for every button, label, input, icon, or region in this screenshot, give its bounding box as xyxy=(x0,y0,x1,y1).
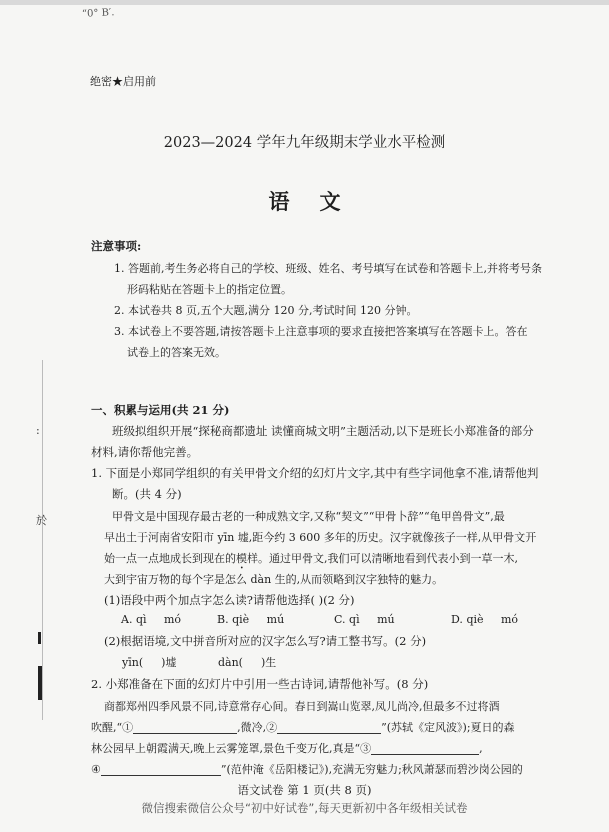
poem-line: 林公园早上朝霞满天,晚上云雾笼罩,景色千变万化,真是“③ , xyxy=(91,742,483,755)
exam-title: 2023—2024 学年九年级期末学业水平检测 xyxy=(163,135,446,151)
notice-item-3-cont: 试卷上的答案无效。 xyxy=(127,346,226,359)
option-a: A. qì mó xyxy=(121,613,182,626)
section-intro-cont: 材料,请你帮他完善。 xyxy=(91,445,199,459)
passage-line: 大到宇宙万物的每个字是怎么 dàn 生的,从而领略到汉字独特的魅力。 xyxy=(104,573,444,586)
answer-blank-3 xyxy=(371,744,479,755)
margin-char: 於 xyxy=(36,514,47,527)
page-footer: 语文试卷 第 1 页(共 8 页) xyxy=(237,783,372,797)
notice-item-1-cont: 形码粘贴在答题卡上的指定位置。 xyxy=(127,283,292,296)
answer-blank-4 xyxy=(101,765,221,776)
dotted-char: 模 xyxy=(236,552,247,565)
fill-blank-yin: yīn( )墟 xyxy=(122,656,177,669)
poem-line: 商都郑州四季风景不同,诗意常存心间。春日到嵩山览翠,凤儿尚冷,但最多不过将酒 xyxy=(104,700,500,713)
question-2: 2. 小郑准备在下面的幻灯片中引用一些古诗词,请帮他补写。(8 分) xyxy=(91,677,429,691)
answer-blank-2 xyxy=(277,723,381,734)
poem-line: 吹醒,“① ,微冷,② ”(苏轼《定风波》);夏日的森 xyxy=(91,721,515,734)
scan-mark: “0° B′. xyxy=(81,7,115,20)
binding-line xyxy=(42,360,43,720)
margin-mark xyxy=(38,666,42,700)
question-1-2: (2)根据语境,文中拼音所对应的汉字怎么写?请工整书写。(2 分) xyxy=(104,634,427,648)
passage-line: 始一点一点地成长到现在的模样。通过甲骨文,我们可以清晰地看到代表小到一草一木, xyxy=(104,552,518,565)
margin-mark xyxy=(38,632,41,644)
question-1-cont: 断。(共 4 分) xyxy=(112,487,182,501)
option-b: B. qiè mú xyxy=(217,613,285,626)
notice-item-1: 1. 答题前,考生务必将自己的学校、班级、姓名、考号填写在试卷和答题卡上,并将考号条 xyxy=(114,262,542,275)
question-1-1: (1)语段中两个加点字怎么读?请帮他选择( )(2 分) xyxy=(104,593,355,607)
notice-title: 注意事项: xyxy=(91,239,142,253)
notice-item-2: 2. 本试卷共 8 页,五个大题,满分 120 分,考试时间 120 分钟。 xyxy=(114,304,418,317)
top-edge xyxy=(0,0,609,5)
margin-char: : xyxy=(36,424,40,437)
question-1: 1. 下面是小郑同学组织的有关甲骨文介绍的幻灯片文字,其中有些字词他拿不准,请帮他判 xyxy=(91,466,539,480)
subject-title: 语文 xyxy=(268,189,371,214)
watermark-text: 微信搜索微信公众号“初中好试卷”,每天更新初中各年级相关试卷 xyxy=(141,801,468,815)
secret-label: 绝密★启用前 xyxy=(90,75,156,88)
section-intro: 班级拟组织开展“探秘商都遗址 读懂商城文明”主题活动,以下是班长小郑准备的部分 xyxy=(112,424,534,438)
section-title: 一、积累与运用(共 21 分) xyxy=(91,403,230,417)
poem-line: ④ ”(范仲淹《岳阳楼记》),充满无穷魅力;秋风萧瑟而碧沙岗公园的 xyxy=(91,763,523,776)
option-c: C. qì mú xyxy=(334,613,395,626)
notice-item-3: 3. 本试卷上不要答题,请按答题卡上注意事项的要求直接把答案填写在答题卡上。答在 xyxy=(114,325,528,338)
passage-line: 早出土于河南省安阳市 yīn 墟,距今约 3 600 多年的历史。汉字就像孩子一样,从甲骨文开 xyxy=(104,531,537,544)
passage-line: 甲骨文是中国现存最古老的一种成熟文字,又称“契文”“甲骨卜辞”“龟甲兽骨文”,最 xyxy=(112,510,505,523)
fill-blank-dan: dàn( )生 xyxy=(218,656,277,669)
option-d: D. qiè mó xyxy=(451,613,519,626)
answer-blank-1 xyxy=(133,723,237,734)
